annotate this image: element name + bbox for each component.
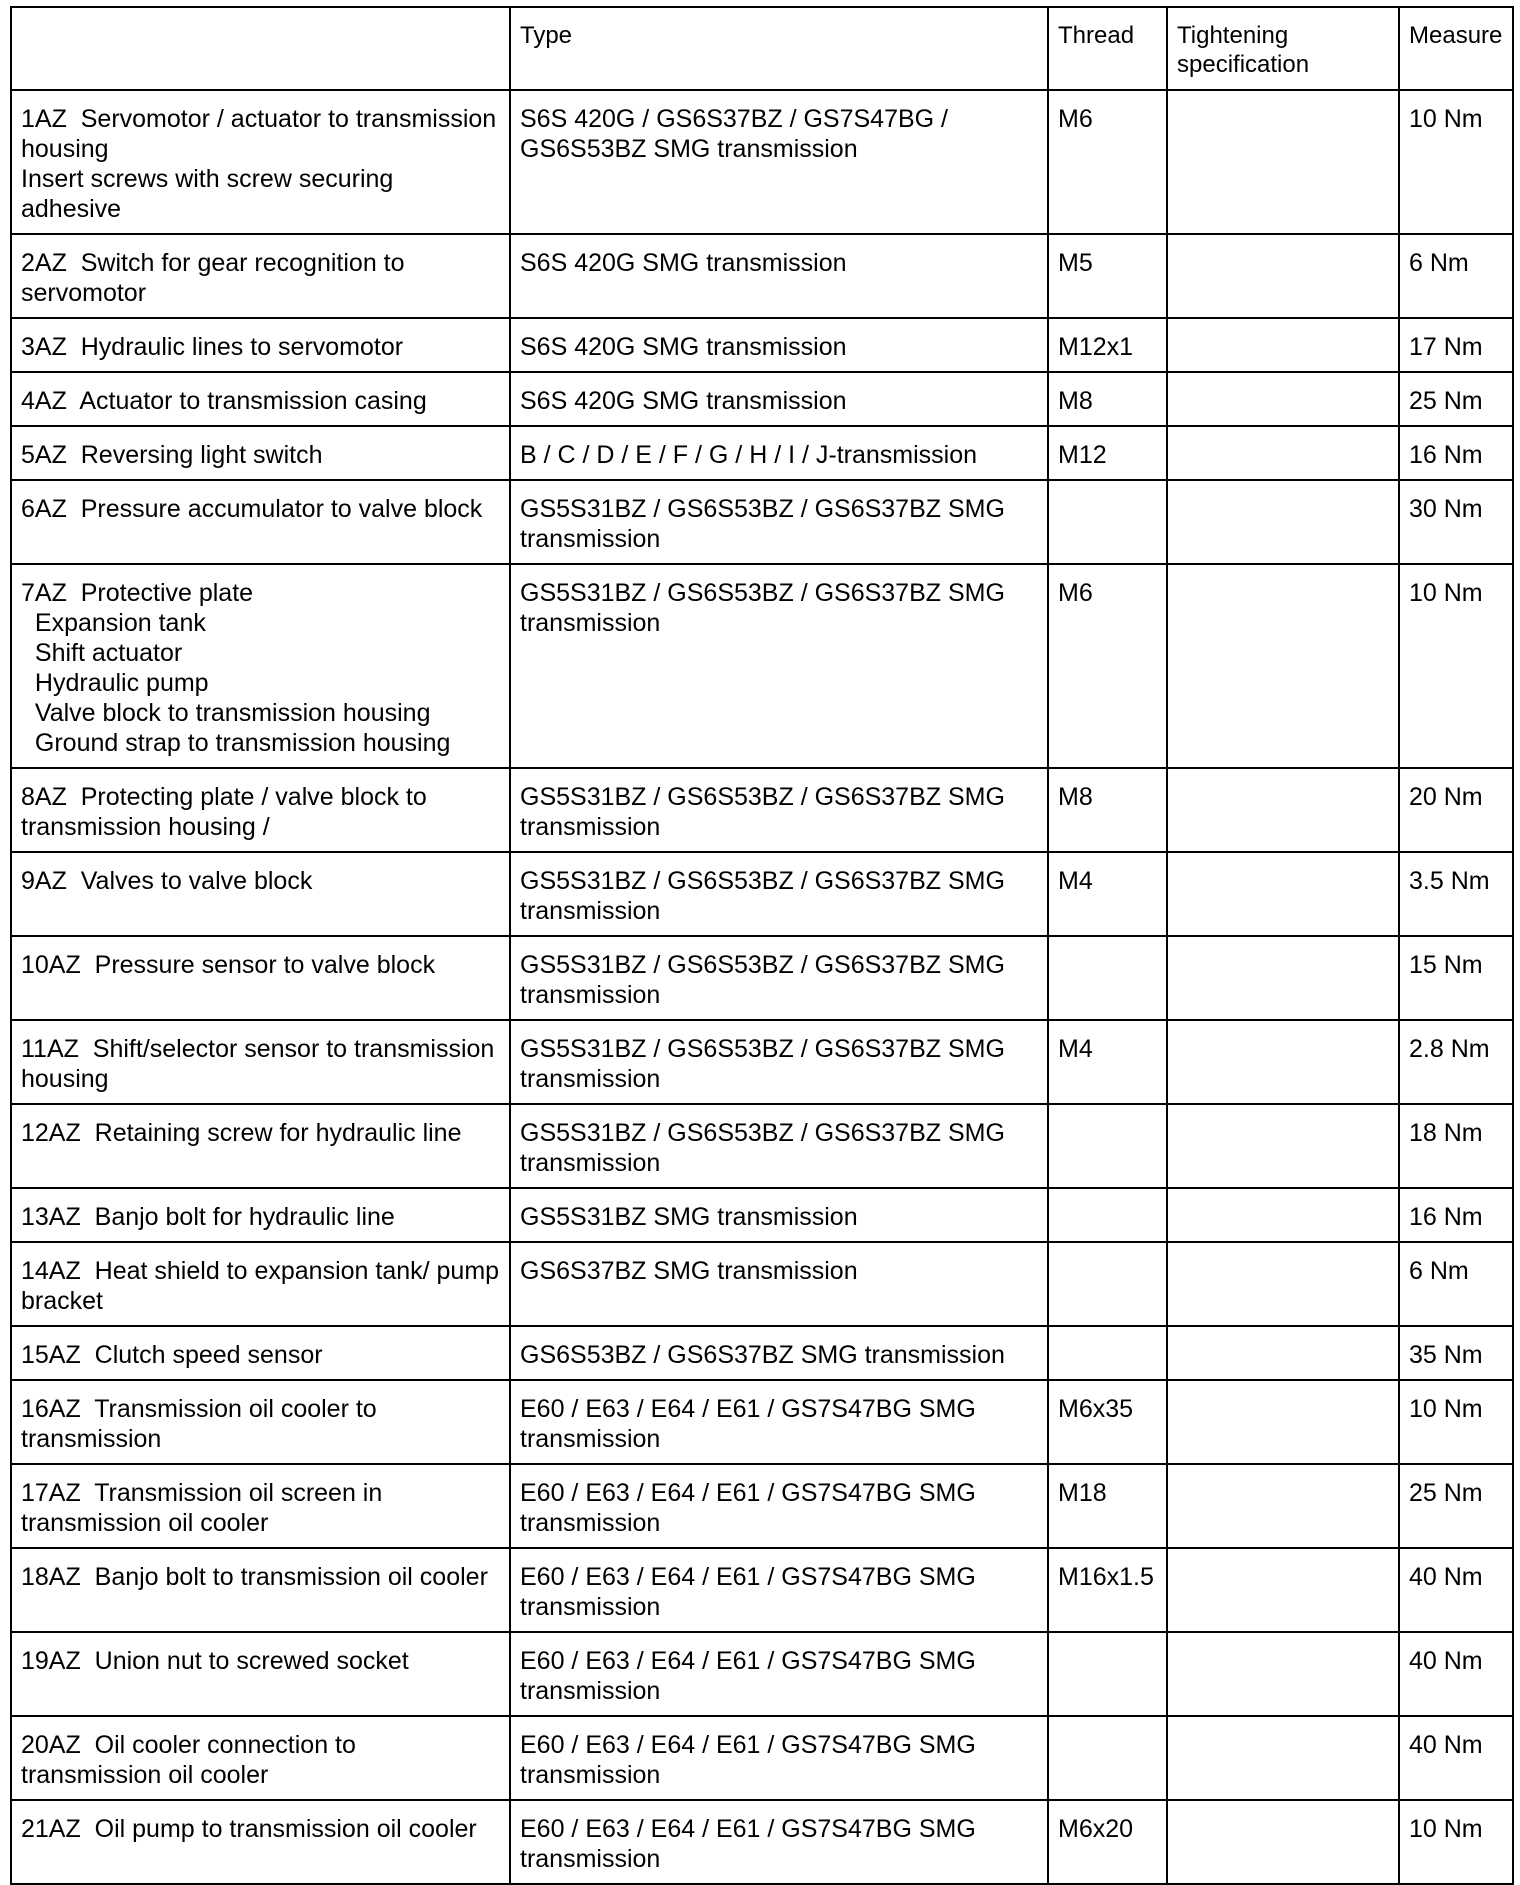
header-thread: Thread <box>1048 7 1167 90</box>
item-line: Shift actuator <box>21 639 183 667</box>
type-cell: GS5S31BZ / GS6S53BZ / GS6S37BZ SMG transmission <box>510 768 1048 852</box>
tightening-spec-cell <box>1167 426 1399 480</box>
type-cell: GS6S37BZ SMG transmission <box>510 1242 1048 1326</box>
thread-cell: M8 <box>1048 768 1167 852</box>
tightening-spec-cell <box>1167 852 1399 936</box>
thread-cell <box>1048 1104 1167 1188</box>
thread-cell: M6 <box>1048 564 1167 768</box>
measure-cell: 10 Nm <box>1399 1800 1513 1884</box>
table-body <box>11 90 1513 1884</box>
tightening-spec-cell <box>1167 90 1399 234</box>
measure-cell: 18 Nm <box>1399 1104 1513 1188</box>
type-cell: E60 / E63 / E64 / E61 / GS7S47BG SMG transmission <box>510 1800 1048 1884</box>
header-type: Type <box>510 7 1048 90</box>
tightening-spec-cell <box>1167 372 1399 426</box>
tightening-spec-cell <box>1167 234 1399 318</box>
thread-cell <box>1048 1326 1167 1380</box>
table-row <box>11 480 1513 564</box>
type-cell: E60 / E63 / E64 / E61 / GS7S47BG SMG transmission <box>510 1548 1048 1632</box>
thread-cell: M6x35 <box>1048 1380 1167 1464</box>
header-row <box>11 7 1513 90</box>
item-cell <box>11 426 510 480</box>
item-line: 15AZ Clutch speed sensor <box>21 1341 323 1369</box>
thread-cell: M4 <box>1048 1020 1167 1104</box>
thread-cell: M12 <box>1048 426 1167 480</box>
thread-cell <box>1048 936 1167 1020</box>
table-row <box>11 90 1513 234</box>
type-cell: GS5S31BZ / GS6S53BZ / GS6S37BZ SMG transmission <box>510 564 1048 768</box>
measure-cell: 25 Nm <box>1399 1464 1513 1548</box>
table-row <box>11 1380 1513 1464</box>
type-cell: GS5S31BZ / GS6S53BZ / GS6S37BZ SMG transmission <box>510 936 1048 1020</box>
table-row <box>11 426 1513 480</box>
item-cell <box>11 1242 510 1326</box>
item-line: 21AZ Oil pump to transmission oil cooler <box>21 1815 477 1843</box>
item-cell <box>11 1716 510 1800</box>
measure-cell: 17 Nm <box>1399 318 1513 372</box>
item-line: 13AZ Banjo bolt for hydraulic line <box>21 1203 395 1231</box>
thread-cell: M6x20 <box>1048 1800 1167 1884</box>
item-line: 3AZ Hydraulic lines to servomotor <box>21 333 404 361</box>
item-line: 12AZ Retaining screw for hydraulic line <box>21 1119 462 1147</box>
header-measure: Measure <box>1399 7 1513 90</box>
measure-cell: 20 Nm <box>1399 768 1513 852</box>
type-cell: E60 / E63 / E64 / E61 / GS7S47BG SMG transmission <box>510 1716 1048 1800</box>
tightening-spec-cell <box>1167 1380 1399 1464</box>
thread-cell <box>1048 1188 1167 1242</box>
item-line: Insert screws with screw securing adhesive <box>21 165 401 223</box>
item-cell <box>11 318 510 372</box>
thread-cell <box>1048 480 1167 564</box>
table-row <box>11 1188 1513 1242</box>
type-cell: B / C / D / E / F / G / H / I / J-transmission <box>510 426 1048 480</box>
type-cell: E60 / E63 / E64 / E61 / GS7S47BG SMG transmission <box>510 1632 1048 1716</box>
item-line: 20AZ Oil cooler connection to transmission oil cooler <box>21 1731 363 1789</box>
item-cell <box>11 1104 510 1188</box>
tightening-spec-cell <box>1167 1326 1399 1380</box>
measure-cell: 16 Nm <box>1399 1188 1513 1242</box>
item-cell <box>11 1548 510 1632</box>
type-cell: S6S 420G SMG transmission <box>510 318 1048 372</box>
item-line: 8AZ Protecting plate / valve block to transmission housing / <box>21 783 434 841</box>
item-line: 14AZ Heat shield to expansion tank/ pump bracket <box>21 1257 507 1315</box>
thread-cell: M4 <box>1048 852 1167 936</box>
tightening-spec-cell <box>1167 1188 1399 1242</box>
measure-cell: 10 Nm <box>1399 90 1513 234</box>
item-line: Expansion tank <box>21 609 206 637</box>
tightening-spec-cell <box>1167 768 1399 852</box>
measure-cell: 10 Nm <box>1399 564 1513 768</box>
tightening-spec-cell <box>1167 1632 1399 1716</box>
measure-cell: 2.8 Nm <box>1399 1020 1513 1104</box>
tightening-spec-cell <box>1167 1020 1399 1104</box>
item-cell <box>11 936 510 1020</box>
tightening-spec-cell <box>1167 1464 1399 1548</box>
tightening-spec-cell <box>1167 1548 1399 1632</box>
table-row <box>11 1326 1513 1380</box>
item-line: 4AZ Actuator to transmission casing <box>21 387 427 415</box>
tightening-spec-cell <box>1167 1242 1399 1326</box>
tightening-spec-cell <box>1167 318 1399 372</box>
type-cell: GS5S31BZ / GS6S53BZ / GS6S37BZ SMG transmission <box>510 1104 1048 1188</box>
measure-cell: 25 Nm <box>1399 372 1513 426</box>
type-cell: GS5S31BZ SMG transmission <box>510 1188 1048 1242</box>
thread-cell: M12x1 <box>1048 318 1167 372</box>
torque-spec-table <box>10 6 1514 1885</box>
item-cell <box>11 564 510 768</box>
thread-cell <box>1048 1716 1167 1800</box>
table-row <box>11 372 1513 426</box>
item-line: 18AZ Banjo bolt to transmission oil cooler <box>21 1563 488 1591</box>
type-cell: E60 / E63 / E64 / E61 / GS7S47BG SMG transmission <box>510 1464 1048 1548</box>
type-cell: GS5S31BZ / GS6S53BZ / GS6S37BZ SMG transmission <box>510 480 1048 564</box>
type-cell: GS6S53BZ / GS6S37BZ SMG transmission <box>510 1326 1048 1380</box>
item-cell <box>11 1800 510 1884</box>
measure-cell: 15 Nm <box>1399 936 1513 1020</box>
header-item <box>11 7 510 90</box>
item-line: 7AZ Protective plate <box>21 579 254 607</box>
thread-cell: M18 <box>1048 1464 1167 1548</box>
tightening-spec-cell <box>1167 564 1399 768</box>
header-tightening-specification: Tightening specification <box>1167 7 1399 90</box>
table-row <box>11 852 1513 936</box>
table-row <box>11 1464 1513 1548</box>
table-row <box>11 768 1513 852</box>
type-cell: GS5S31BZ / GS6S53BZ / GS6S37BZ SMG transmission <box>510 1020 1048 1104</box>
item-line: 17AZ Transmission oil screen in transmission oil cooler <box>21 1479 390 1537</box>
item-line: 16AZ Transmission oil cooler to transmission <box>21 1395 384 1453</box>
measure-cell: 6 Nm <box>1399 1242 1513 1326</box>
item-cell <box>11 1326 510 1380</box>
item-line: Hydraulic pump <box>21 669 209 697</box>
tightening-spec-cell <box>1167 1800 1399 1884</box>
table-row <box>11 1800 1513 1884</box>
table-row <box>11 564 1513 768</box>
item-cell <box>11 480 510 564</box>
table-row <box>11 1548 1513 1632</box>
item-line: 10AZ Pressure sensor to valve block <box>21 951 436 979</box>
thread-cell <box>1048 1242 1167 1326</box>
item-cell <box>11 372 510 426</box>
item-line: Valve block to transmission housing <box>21 699 431 727</box>
measure-cell: 40 Nm <box>1399 1716 1513 1800</box>
item-cell <box>11 1632 510 1716</box>
measure-cell: 6 Nm <box>1399 234 1513 318</box>
table-row <box>11 936 1513 1020</box>
table-row <box>11 1632 1513 1716</box>
type-cell: S6S 420G SMG transmission <box>510 234 1048 318</box>
item-line: 1AZ Servomotor / actuator to transmission housing <box>21 105 504 163</box>
measure-cell: 10 Nm <box>1399 1380 1513 1464</box>
item-line: 11AZ Shift/selector sensor to transmission housing <box>21 1035 502 1093</box>
item-line: 5AZ Reversing light switch <box>21 441 323 469</box>
measure-cell: 40 Nm <box>1399 1548 1513 1632</box>
table-row <box>11 1716 1513 1800</box>
tightening-spec-cell <box>1167 1716 1399 1800</box>
table-row <box>11 1104 1513 1188</box>
measure-cell: 3.5 Nm <box>1399 852 1513 936</box>
table-row <box>11 1020 1513 1104</box>
measure-cell: 16 Nm <box>1399 426 1513 480</box>
measure-cell: 40 Nm <box>1399 1632 1513 1716</box>
type-cell: GS5S31BZ / GS6S53BZ / GS6S37BZ SMG transmission <box>510 852 1048 936</box>
item-line: 6AZ Pressure accumulator to valve block <box>21 495 483 523</box>
item-cell <box>11 1188 510 1242</box>
item-cell <box>11 768 510 852</box>
table-row <box>11 318 1513 372</box>
tightening-spec-cell <box>1167 480 1399 564</box>
table-row <box>11 234 1513 318</box>
item-cell <box>11 1464 510 1548</box>
thread-cell: M6 <box>1048 90 1167 234</box>
table-row <box>11 1242 1513 1326</box>
measure-cell: 30 Nm <box>1399 480 1513 564</box>
tightening-spec-cell <box>1167 936 1399 1020</box>
item-cell <box>11 90 510 234</box>
item-line: 2AZ Switch for gear recognition to servomotor <box>21 249 412 307</box>
item-cell <box>11 1020 510 1104</box>
item-cell <box>11 852 510 936</box>
item-line: 9AZ Valves to valve block <box>21 867 313 895</box>
thread-cell: M16x1.5 <box>1048 1548 1167 1632</box>
thread-cell: M8 <box>1048 372 1167 426</box>
type-cell: S6S 420G / GS6S37BZ / GS7S47BG / GS6S53BZ SMG transmission <box>510 90 1048 234</box>
measure-cell: 35 Nm <box>1399 1326 1513 1380</box>
item-line: Ground strap to transmission housing <box>21 729 451 757</box>
type-cell: S6S 420G SMG transmission <box>510 372 1048 426</box>
thread-cell: M5 <box>1048 234 1167 318</box>
item-line: 19AZ Union nut to screwed socket <box>21 1647 409 1675</box>
type-cell: E60 / E63 / E64 / E61 / GS7S47BG SMG transmission <box>510 1380 1048 1464</box>
item-cell <box>11 1380 510 1464</box>
table-header <box>11 7 1513 90</box>
tightening-spec-cell <box>1167 1104 1399 1188</box>
thread-cell <box>1048 1632 1167 1716</box>
item-cell <box>11 234 510 318</box>
